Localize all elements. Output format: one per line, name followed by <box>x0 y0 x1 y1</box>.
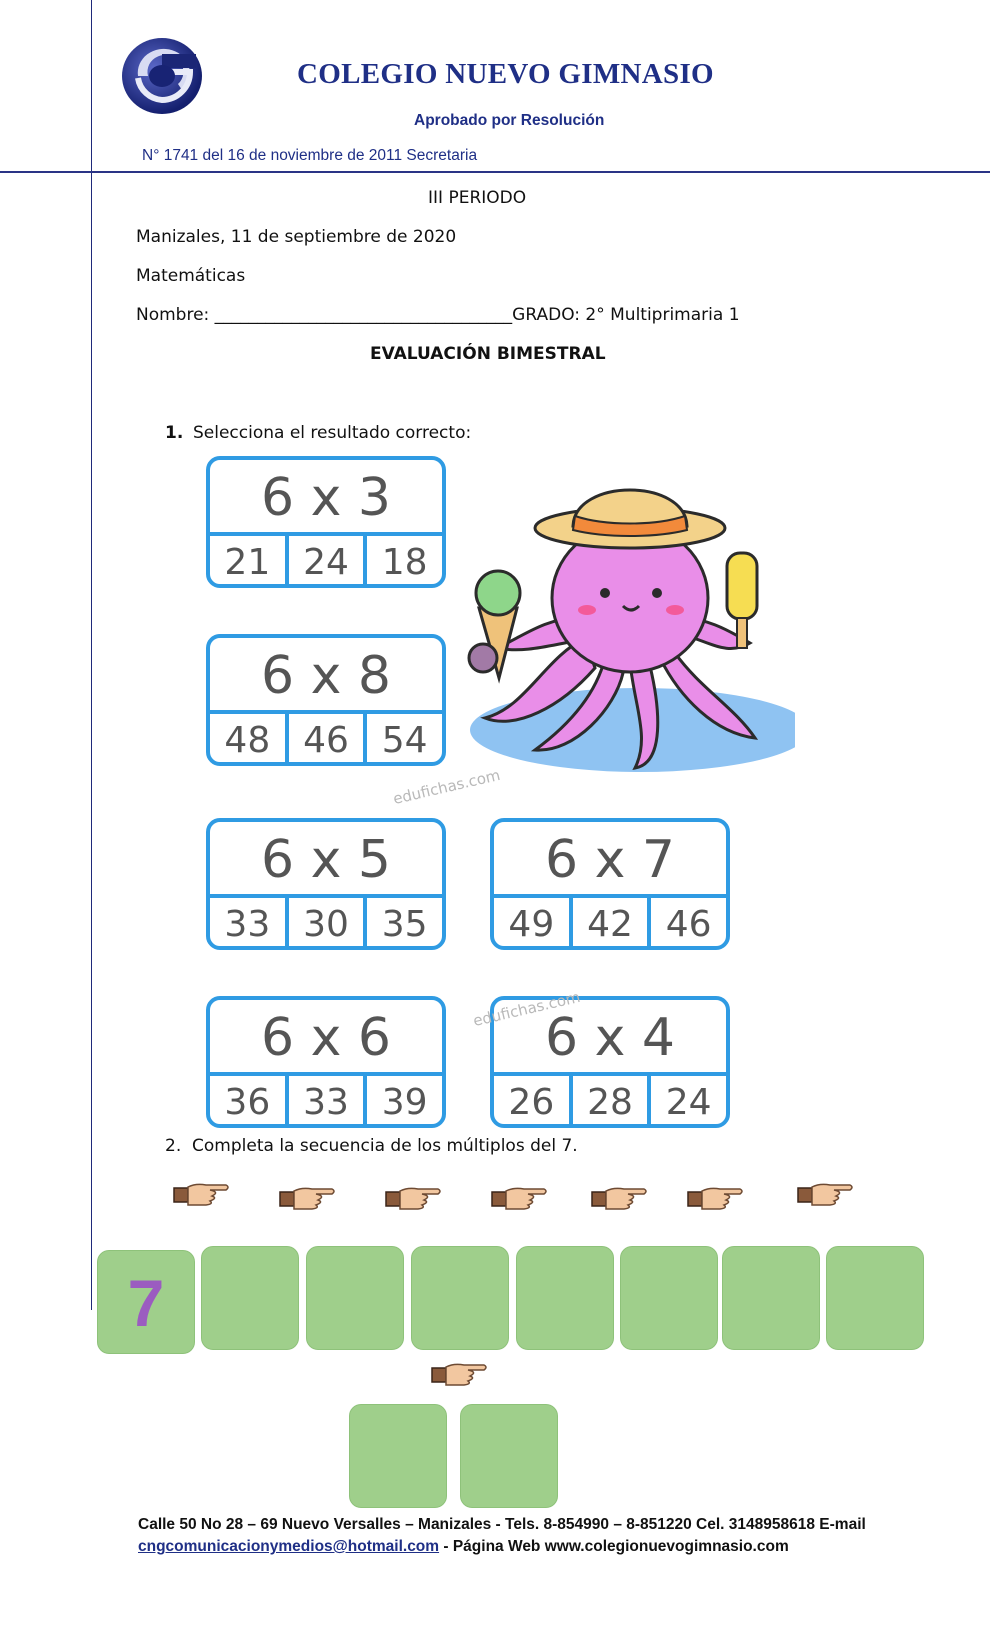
sequence-start-box <box>97 1250 195 1354</box>
sequence-answer-box[interactable] <box>460 1404 558 1508</box>
answer-option[interactable]: 42 <box>569 898 648 950</box>
question-1-number: 1. <box>165 423 184 443</box>
footer-contact <box>138 1538 789 1556</box>
pointing-hand-icon <box>386 1188 440 1209</box>
resolution-text: N° 1741 del 16 de noviembre de 2011 Secretaria <box>142 147 478 164</box>
answer-option[interactable]: 28 <box>569 1076 648 1128</box>
sequence-answer-value <box>412 1247 508 1349</box>
pointing-hand-icon <box>592 1188 646 1209</box>
pointing-hand-icon <box>688 1188 742 1209</box>
sequence-answer-value <box>307 1247 403 1349</box>
sequence-answer-box[interactable] <box>411 1246 509 1350</box>
subject-line: Matemáticas <box>136 266 246 286</box>
sequence-start-value: 7 <box>127 1266 165 1340</box>
sequence-answer-value <box>202 1247 298 1349</box>
answer-option[interactable]: 48 <box>224 720 271 761</box>
sequence-answer-box[interactable] <box>201 1246 299 1350</box>
evaluation-title: EVALUACIÓN BIMESTRAL <box>370 344 606 364</box>
sequence-answer-value <box>827 1247 923 1349</box>
pointing-hand-icon <box>492 1188 546 1209</box>
answer-option[interactable]: 24 <box>285 536 364 588</box>
date-line: Manizales, 11 de septiembre de 2020 <box>136 227 457 247</box>
answer-option[interactable]: 49 <box>508 904 555 945</box>
sequence-answer-box[interactable] <box>349 1404 447 1508</box>
footer-website: - Página Web www.colegionuevogimnasio.com <box>439 1538 789 1555</box>
watermark: edufichas.com <box>471 987 582 1031</box>
pointing-hand-icon <box>280 1188 334 1209</box>
footer-address: Calle 50 No 28 – 69 Nuevo Versalles – Manizales - Tels. 8-854990 – 8-851220 Cel. 3148958618 E-mail <box>138 1516 866 1533</box>
answer-option[interactable]: 33 <box>224 904 271 945</box>
answer-option[interactable]: 33 <box>285 1076 364 1128</box>
name-grade-line: Nombre: ___________________________________GRADO: 2° Multiprimaria 1 <box>136 305 740 325</box>
card-expression: 6 x 5 <box>261 830 391 890</box>
sequence-answer-box[interactable] <box>826 1246 924 1350</box>
sequence-answer-box[interactable] <box>516 1246 614 1350</box>
sequence-answer-box[interactable] <box>722 1246 820 1350</box>
pointing-hand-icon <box>432 1364 486 1385</box>
answer-option[interactable]: 35 <box>363 898 442 950</box>
answer-option[interactable]: 24 <box>647 1076 726 1128</box>
card-expression: 6 x 8 <box>261 646 391 706</box>
watermark: edufichas.com <box>391 765 502 809</box>
answer-option[interactable]: 46 <box>285 714 364 766</box>
sequence-answer-value <box>517 1247 613 1349</box>
question-2-prompt: 2. Completa la secuencia de los múltiplos del 7. <box>165 1136 578 1156</box>
sequence-answer-value <box>723 1247 819 1349</box>
sequence-answer-value <box>621 1247 717 1349</box>
answer-option[interactable]: 36 <box>224 1082 271 1123</box>
answer-option[interactable]: 18 <box>363 536 442 588</box>
card-expression: 6 x 7 <box>545 830 675 890</box>
card-expression: 6 x 6 <box>261 1008 391 1068</box>
sequence-answer-box[interactable] <box>306 1246 404 1350</box>
pointing-hand-icon <box>174 1184 228 1205</box>
answer-option[interactable]: 54 <box>363 714 442 766</box>
pointing-hand-icon <box>798 1184 852 1205</box>
card-expression: 6 x 4 <box>545 1008 675 1068</box>
sequence-answer-value <box>461 1405 557 1507</box>
answer-option[interactable]: 21 <box>224 542 271 583</box>
sequence-answer-box[interactable] <box>620 1246 718 1350</box>
answer-option[interactable]: 46 <box>647 898 726 950</box>
question-1-prompt: Selecciona el resultado correcto: <box>193 423 472 443</box>
answer-option[interactable]: 39 <box>363 1076 442 1128</box>
footer-email-link[interactable]: cngcomunicacionymedios@hotmail.com <box>138 1538 440 1555</box>
approval-text: Aprobado por Resolución <box>414 112 605 129</box>
period-label: III PERIODO <box>428 188 527 208</box>
school-name: COLEGIO NUEVO GIMNASIO <box>297 58 714 90</box>
sequence-answer-value <box>350 1405 446 1507</box>
card-expression: 6 x 3 <box>261 468 391 528</box>
answer-option[interactable]: 26 <box>508 1082 555 1123</box>
answer-option[interactable]: 30 <box>285 898 364 950</box>
